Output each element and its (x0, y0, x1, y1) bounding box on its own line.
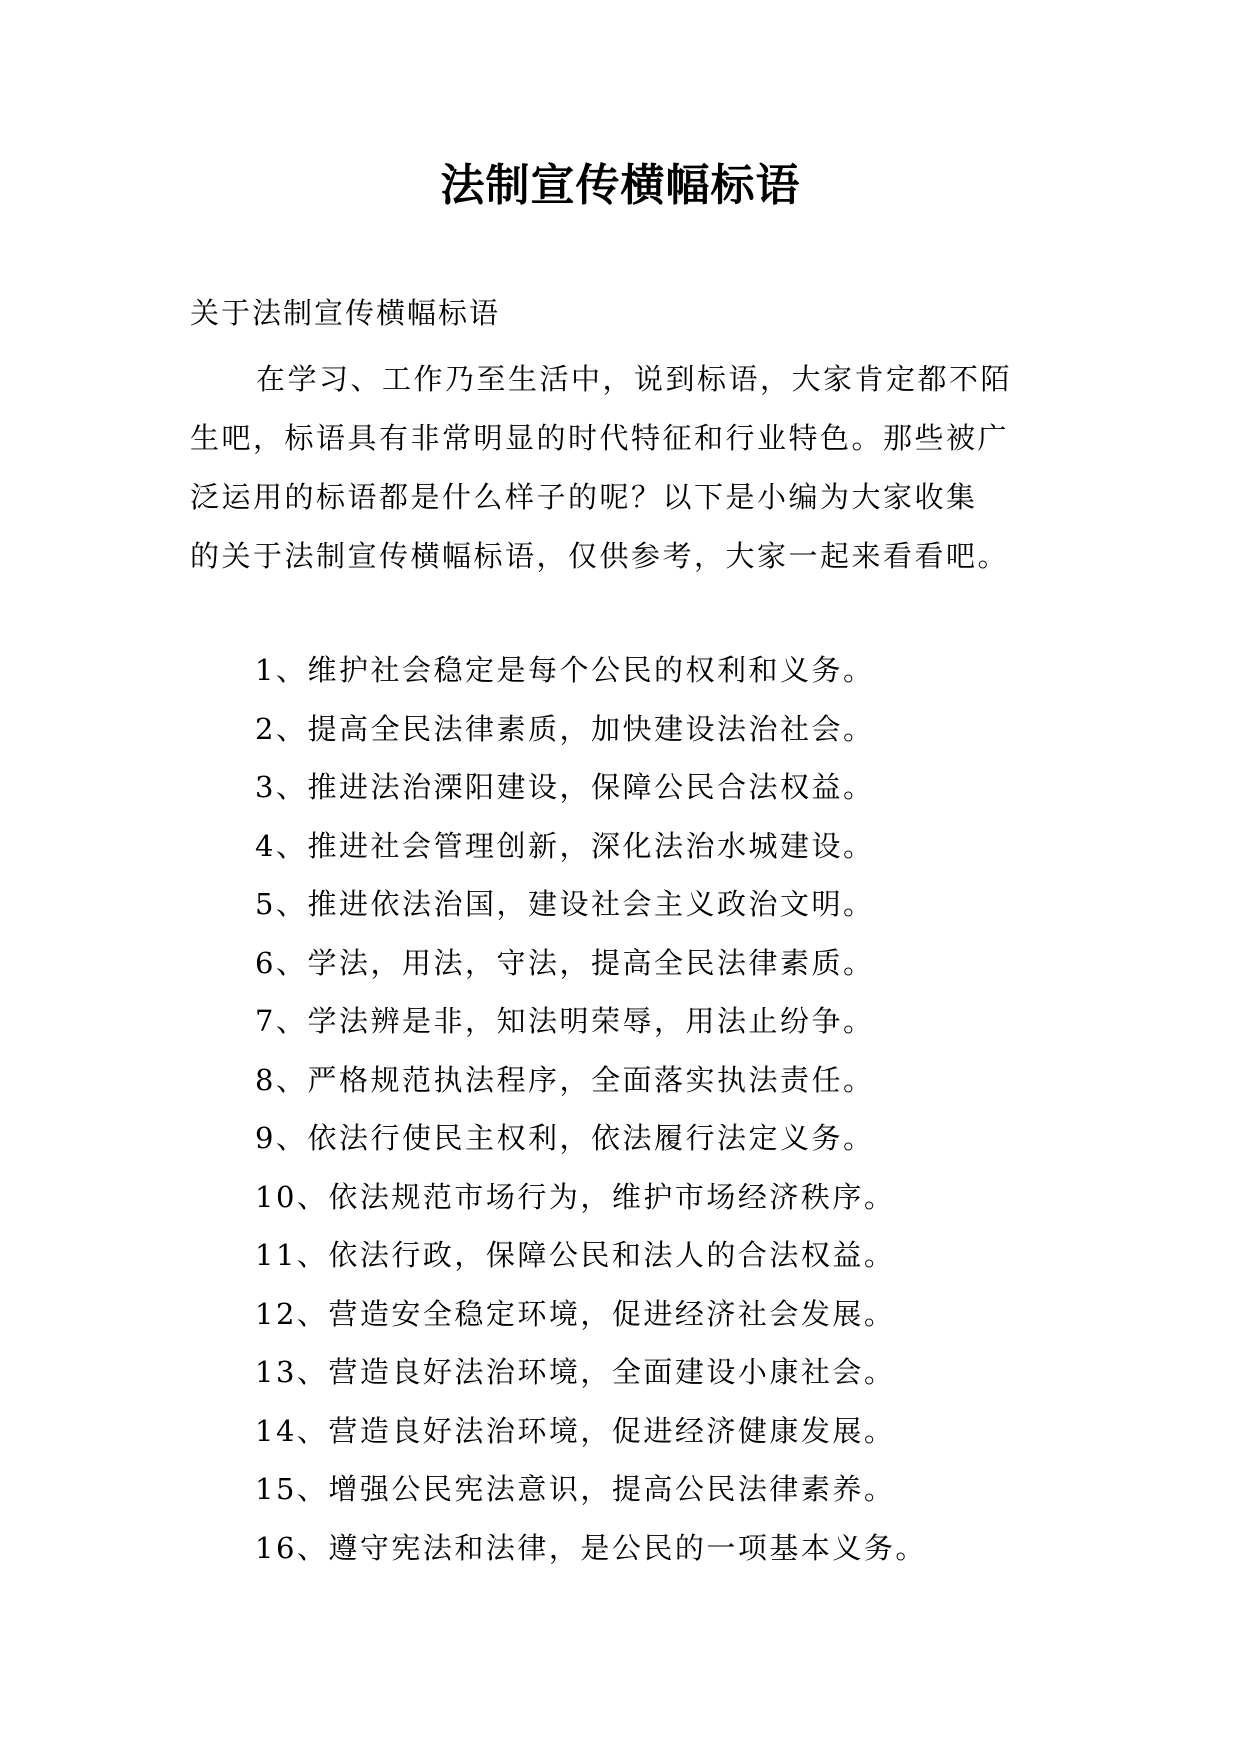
slogan-item: 8、严格规范执法程序，全面落实执法责任。 (255, 1062, 875, 1097)
slogan-item: 1、维护社会稳定是每个公民的权利和义务。 (255, 653, 875, 687)
slogan-item: 16、遵守宪法和法律，是公民的一项基本义务。 (255, 1530, 927, 1565)
slogan-item: 13、营造良好法治环境，全面建设小康社会。 (255, 1355, 896, 1389)
slogan-item: 14、营造良好法治环境，促进经济健康发展。 (255, 1413, 896, 1448)
slogan-item: 4、推进社会管理创新，深化法治水城建设。 (255, 828, 875, 863)
slogan-item: 5、推进依法治国，建设社会主义政治文明。 (255, 887, 875, 921)
intro-line: 泛运用的标语都是什么样子的呢？以下是小编为大家收集 (190, 480, 978, 514)
intro-line: 的关于法制宣传横幅标语，仅供参考，大家一起来看看吧。 (190, 539, 1010, 573)
intro-line: 生吧，标语具有非常明显的时代特征和行业特色。那些被广 (190, 421, 1010, 455)
slogan-item: 7、学法辨是非，知法明荣辱，用法止纷争。 (255, 1004, 875, 1038)
slogan-item: 11、依法行政，保障公民和法人的合法权益。 (255, 1238, 896, 1272)
document-title: 法制宣传横幅标语 (440, 160, 801, 211)
slogan-item: 3、推进法治溧阳建设，保障公民合法权益。 (255, 770, 875, 804)
slogan-item: 10、依法规范市场行为，维护市场经济秩序。 (255, 1179, 896, 1214)
slogan-item: 6、学法，用法，守法，提高全民法律素质。 (255, 945, 875, 980)
intro-line: 在学习、工作乃至生活中，说到标语，大家肯定都不陌 (256, 362, 1013, 396)
document-subtitle: 关于法制宣传横幅标语 (190, 296, 501, 330)
slogan-item: 12、营造安全稳定环境，促进经济社会发展。 (255, 1296, 896, 1331)
slogan-item: 2、提高全民法律素质，加快建设法治社会。 (255, 711, 875, 746)
slogan-item: 9、依法行使民主权利，依法履行法定义务。 (255, 1121, 875, 1155)
slogan-item: 15、增强公民宪法意识，提高公民法律素养。 (255, 1472, 896, 1506)
slogan-list (255, 641, 927, 1577)
intro-paragraph (190, 350, 1070, 586)
